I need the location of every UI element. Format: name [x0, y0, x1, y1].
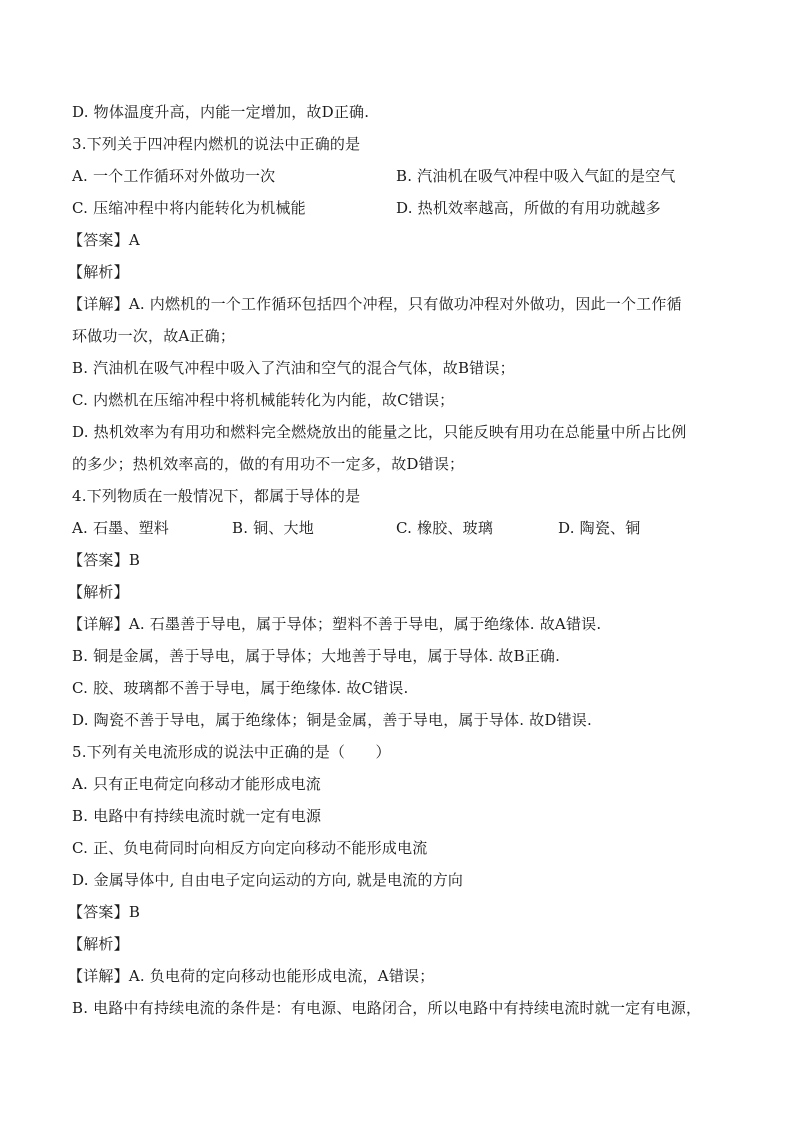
option-c: C. 橡胶、玻璃 [396, 519, 494, 537]
option-b: B. 汽油机在吸气冲程中吸入气缸的是空气 [396, 167, 676, 185]
explanation-line: B. 电路中有持续电流的条件是：有电源、电路闭合，所以电路中有持续电流时就一定有电源， [72, 999, 702, 1017]
answer-line [68, 902, 140, 922]
explanation-line: 环做功一次，故A正确； [72, 327, 236, 345]
answer-tag: 【答案】 [68, 903, 129, 921]
answer-line [68, 230, 140, 250]
option-a: A. 只有正电荷定向移动才能形成电流 [72, 775, 321, 793]
answer-value: B [128, 551, 141, 569]
analysis-tag [68, 934, 129, 954]
explanation-line: B. 铜是金属，善于导电，属于导体；大地善于导电，属于导体. 故B正确. [72, 647, 561, 665]
analysis-tag [68, 582, 129, 602]
text-line: D. 物体温度升高，内能一定增加，故D正确. [72, 103, 370, 121]
explanation-line [68, 614, 601, 634]
explanation-line: C. 内燃机在压缩冲程中将机械能转化为内能，故C错误； [72, 391, 455, 409]
explanation-text: A. 内燃机的一个工作循环包括四个冲程，只有做功冲程对外做功，因此一个工作循 [128, 295, 682, 313]
option-b: B. 电路中有持续电流时就一定有电源 [72, 807, 322, 825]
option-a: A. 一个工作循环对外做功一次 [72, 167, 276, 185]
question-3-options-row-1 [72, 166, 722, 186]
option-d: D. 陶瓷、铜 [558, 519, 641, 537]
question-3-options-row-2 [72, 198, 722, 218]
explanation-line [68, 294, 682, 314]
analysis-label: 【解析】 [68, 935, 129, 953]
explanation-line: D. 陶瓷不善于导电，属于绝缘体；铜是金属，善于导电，属于导体. 故D错误. [72, 711, 592, 729]
question-3-stem: 3.下列关于四冲程内燃机的说法中正确的是 [72, 135, 361, 153]
explanation-text: A. 负电荷的定向移动也能形成电流，A错误； [128, 967, 435, 985]
option-b: B. 铜、大地 [232, 519, 314, 537]
analysis-tag [68, 262, 129, 282]
answer-line [68, 550, 140, 570]
analysis-label: 【解析】 [68, 263, 129, 281]
explanation-line: 的多少；热机效率高的，做的有用功不一定多，故D错误； [72, 455, 465, 473]
explanation-line: C. 胶、玻璃都不善于导电，属于绝缘体. 故C错误. [72, 679, 409, 697]
explanation-line: B. 汽油机在吸气冲程中吸入了汽油和空气的混合气体，故B错误； [72, 359, 515, 377]
option-c: C. 压缩冲程中将内能转化为机械能 [72, 199, 306, 217]
option-c: C. 正、负电荷同时向相反方向定向移动不能形成电流 [72, 839, 428, 857]
explanation-line [68, 966, 434, 986]
explanation-text: A. 石墨善于导电，属于导体；塑料不善于导电，属于绝缘体. 故A错误. [128, 615, 602, 633]
analysis-label: 【解析】 [68, 583, 129, 601]
answer-tag: 【答案】 [68, 551, 129, 569]
answer-tag: 【答案】 [68, 231, 129, 249]
explanation-tag: 【详解】 [68, 967, 129, 985]
explanation-tag: 【详解】 [68, 295, 129, 313]
option-d: D. 热机效率越高，所做的有用功就越多 [396, 199, 661, 217]
question-5-stem: 5.下列有关电流形成的说法中正确的是（ ） [72, 743, 391, 761]
answer-value: B [128, 903, 141, 921]
explanation-tag: 【详解】 [68, 615, 129, 633]
question-4-options-row [72, 518, 722, 538]
option-d: D. 金属导体中, 自由电子定向运动的方向, 就是电流的方向 [72, 871, 464, 889]
option-a: A. 石墨、塑料 [72, 519, 169, 537]
explanation-line: D. 热机效率为有用功和燃料完全燃烧放出的能量之比，只能反映有用功在总能量中所占比例 [72, 423, 687, 441]
question-4-stem: 4.下列物质在一般情况下，都属于导体的是 [72, 487, 361, 505]
answer-value: A [128, 231, 140, 249]
